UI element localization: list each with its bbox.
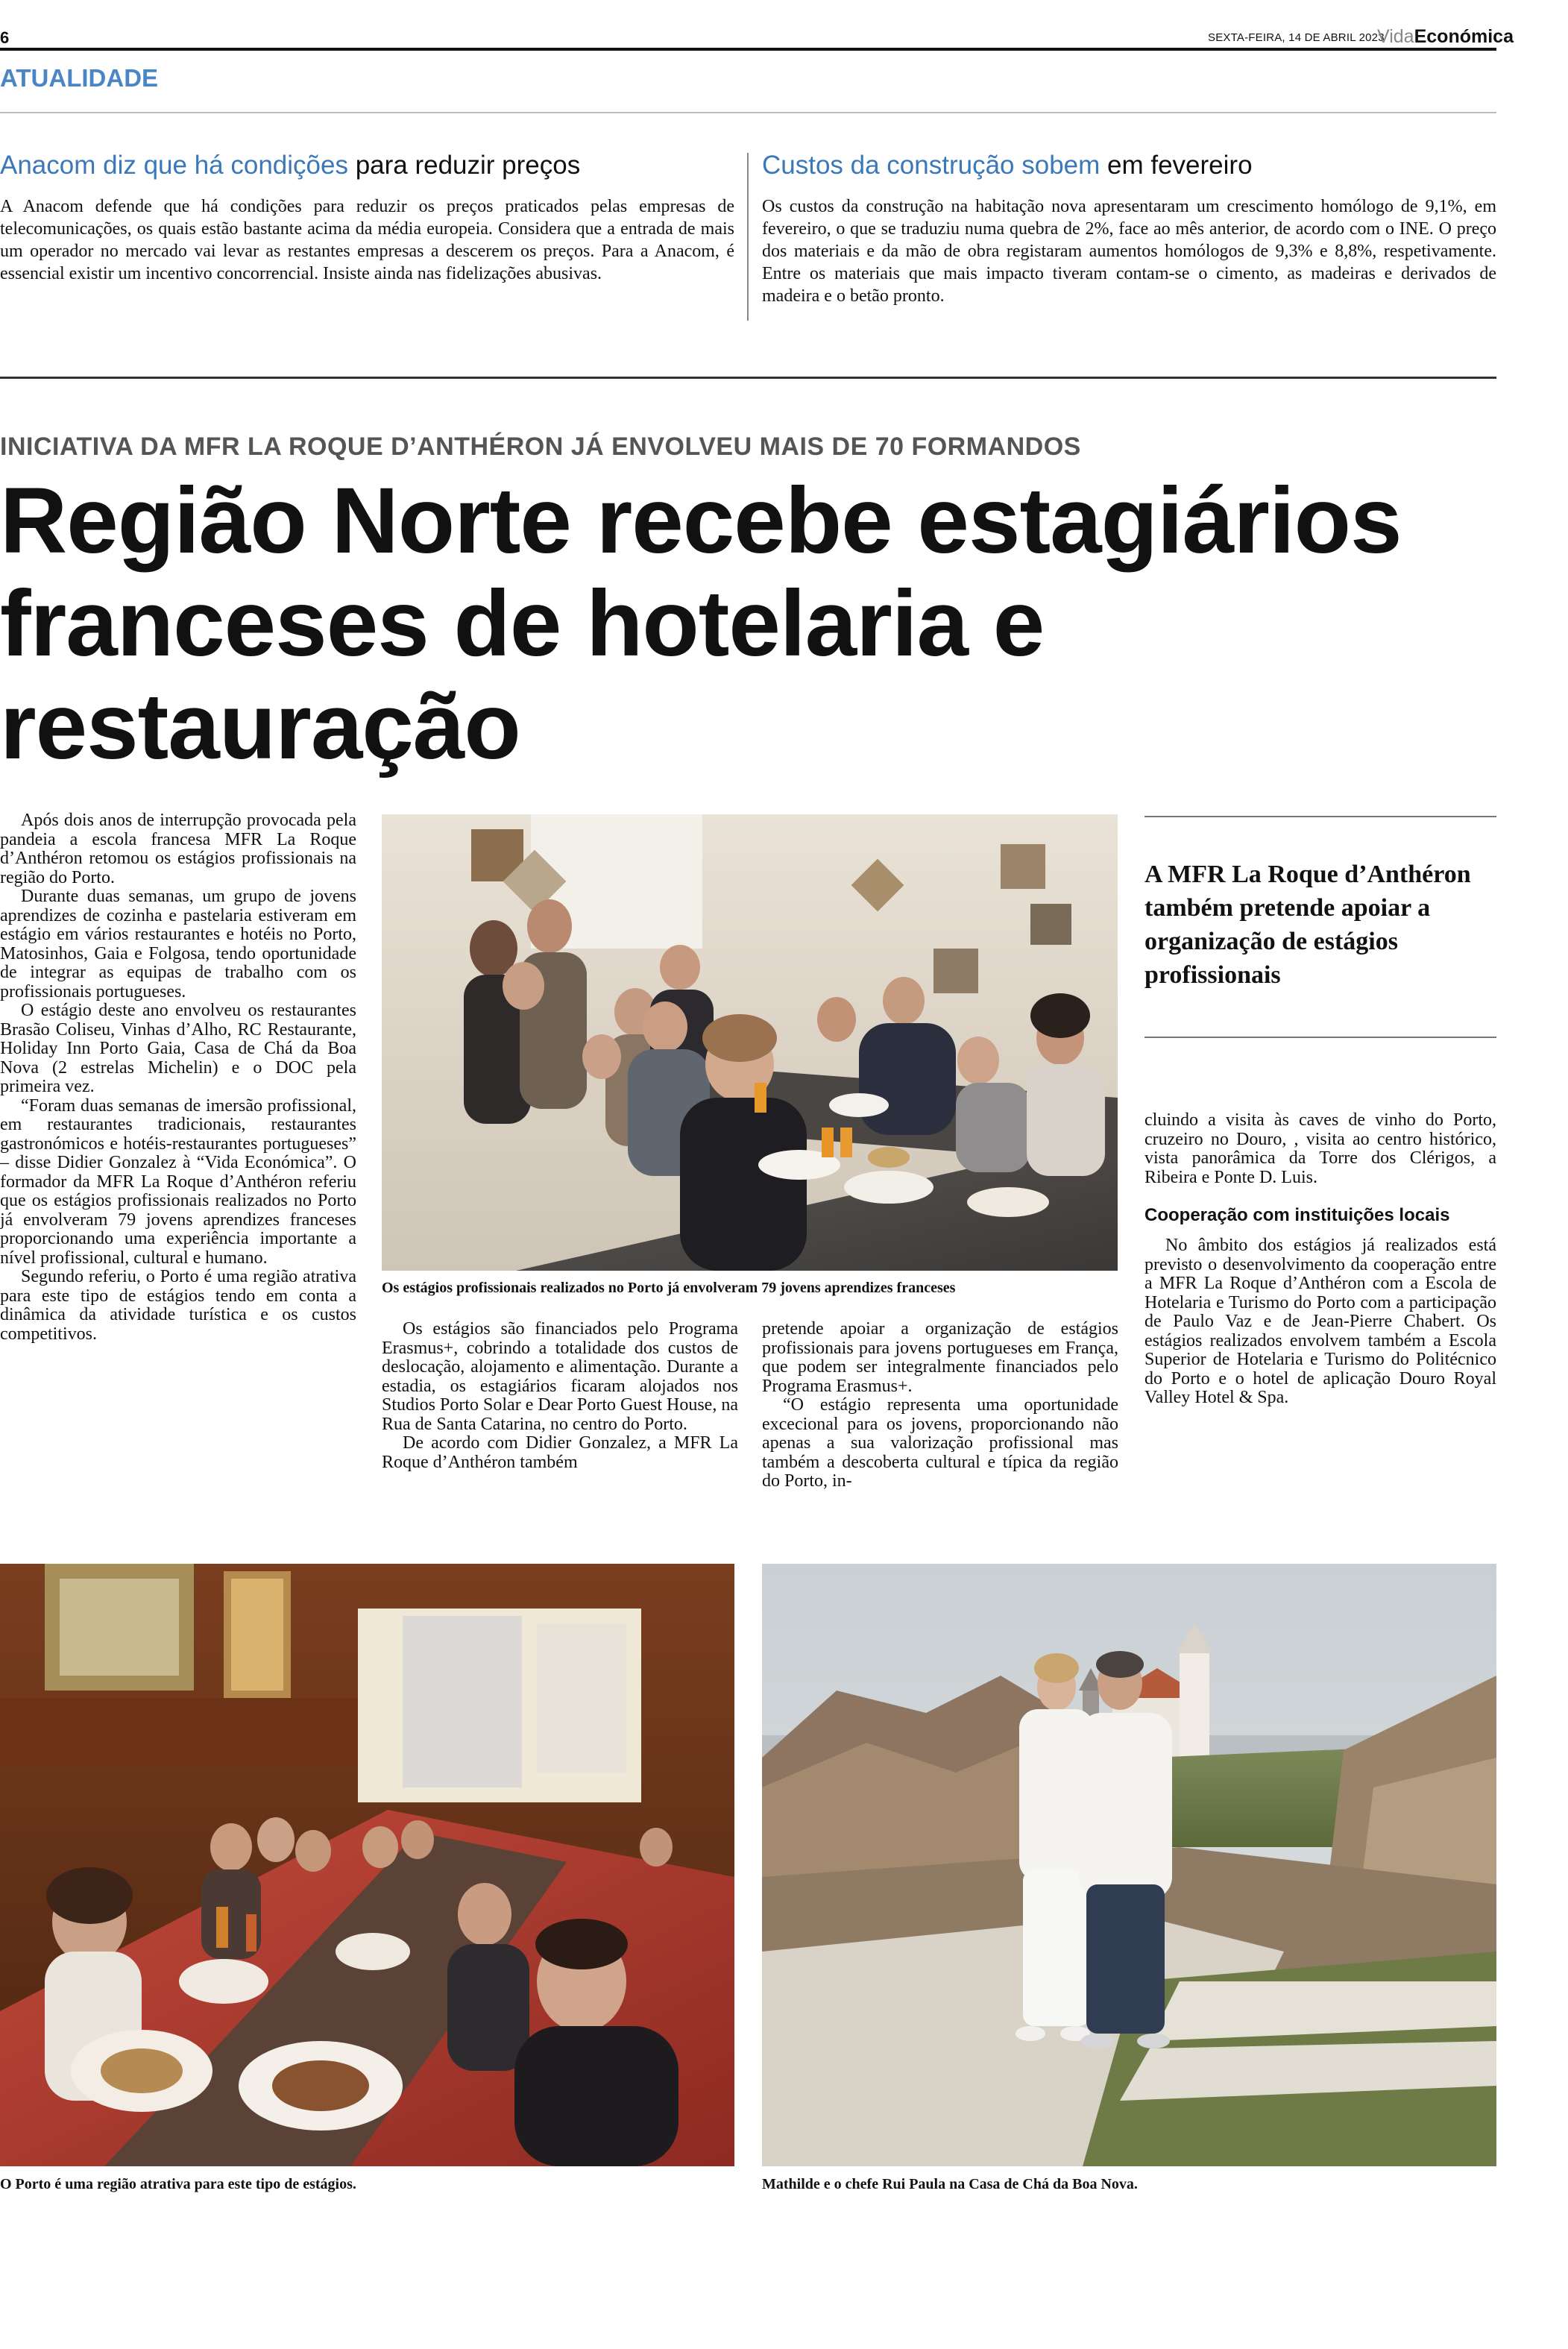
photo-breakfast-image [382, 814, 1118, 1271]
article-column-1 [0, 811, 356, 1344]
article-separator [0, 377, 1496, 379]
header-rule [0, 48, 1496, 51]
pullquote-rule-bottom [1144, 1037, 1496, 1038]
photo-caption-restaurant: O Porto é uma região atrativa para este tipo de estágios. [0, 2176, 356, 2192]
photo-restaurant-group [0, 1564, 734, 2166]
paragraph: O estágio deste ano envolveu os restaurantes Brasão Coliseu, Vinhas d’Alho, RC Restaurante, Holiday Inn Porto Gaia, Casa de Chá da Boa Nova (2 estrelas Michelin) e o DOC pela primeira vez. [0, 1001, 356, 1096]
paragraph: cluindo a visita às caves de vinho do Porto, cruzeiro no Douro, , visita ao centro histórico, vista panorâmica da Torre dos Clérigos, a Ribeira e Ponte D. Luis. [1144, 1110, 1496, 1187]
section-title: ATUALIDADE [0, 64, 159, 92]
paragraph: “Foram duas semanas de imersão profissional, em restaurantes tradicionais, restaurantes gastronómicos e hotéis-restaurantes portugueses” – disse Didier Gonzalez à “Vida Económica”. O formador da MFR La Roque d’Anthéron referiu que os estágios profissionais realizados no Porto já envolveram 79 jovens aprendizes franceses proporcionando uma experiência importante a nível profissional, cultural e humano. [0, 1095, 356, 1268]
column-divider [747, 153, 749, 321]
brief-title-highlight: Anacom diz que há condições [0, 151, 348, 180]
article-headline: Região Norte recebe estagiários franceses de hotelaria e restauração [0, 469, 1402, 779]
article-kicker: INICIATIVA DA MFR LA ROQUE D’ANTHÉRON JÁ ENVOLVEU MAIS DE 70 FORMANDOS [0, 433, 1081, 461]
paragraph: Segundo referiu, o Porto é uma região atrativa para este tipo de estágios tendo em conta a dinâmica da atividade turística e os custos competitivos. [0, 1267, 356, 1344]
page-number: 6 [0, 28, 10, 47]
logo-economica: Económica [1414, 26, 1514, 47]
brief-title-rest: em fevereiro [1100, 151, 1253, 180]
photo-restaurant-image [0, 1564, 734, 2166]
article-column-3 [762, 1320, 1118, 1491]
paragraph: Após dois anos de interrupção provocada pela pandeia a escola francesa MFR La Roque d’Anthéron retomou os estágios profissionais na região do Porto. [0, 811, 356, 887]
brief-title-construcao [762, 151, 1253, 180]
pull-quote: A MFR La Roque d’Anthéron também pretende apoiar a organização de estágios profissionais [1144, 861, 1471, 989]
brief-title-anacom [0, 151, 580, 180]
photo-mathilde-image [762, 1564, 1496, 2166]
photo-mathilde-chef [762, 1564, 1496, 2166]
photo-breakfast-group [382, 814, 1118, 1271]
article-column-2 [382, 1320, 738, 1472]
newspaper-logo [1377, 26, 1514, 48]
paragraph: “O estágio representa uma oportunidade excecional para os jovens, proporcionando não apenas a sua valorização profissional mas também a descoberta cultural e típica da região do Porto, in- [762, 1395, 1118, 1491]
photo-caption-mathilde: Mathilde e o chefe Rui Paula na Casa de Chá da Boa Nova. [762, 2176, 1138, 2192]
brief-title-rest: para reduzir preços [347, 151, 581, 180]
pullquote-rule-top [1144, 816, 1496, 817]
paragraph: pretende apoiar a organização de estágios profissionais para jovens portugueses em França, que podem ser integralmente financiados pelo Programa Erasmus+. [762, 1319, 1118, 1396]
issue-date: SEXTA-FEIRA, 14 DE ABRIL 2023 [1208, 31, 1385, 44]
subheading: Cooperação com instituições locais [1144, 1205, 1450, 1225]
paragraph: No âmbito dos estágios já realizados está previsto o desenvolvimento da cooperação entre a MFR La Roque d’Anthéron com a Escola de Hotelaria e Turismo do Porto com a participação de Paulo Vaz e de Jean-Pierre Chabert. Os estágios realizados envolvem também a Escola Superior de Hotelaria e Turismo do Politécnico do Porto e o hotel de aplicação Douro Royal Valley Hotel & Spa. [1144, 1236, 1496, 1407]
section-rule [0, 112, 1496, 113]
paragraph: Durante duas semanas, um grupo de jovens aprendizes de cozinha e pastelaria estiveram em estágio em vários restaurantes e hotéis no Porto, Matosinhos, Gaia e Folgosa, tendo oportunidade de integrar as equipas de trabalho com os profissionais portugueses. [0, 887, 356, 1001]
brief-body-construcao: Os custos da construção na habitação nova apresentaram um crescimento homólogo de 9,1%, em fevereiro, o que se traduziu numa quebra de 2%, face ao mês anterior, de acordo com o INE. O preço dos materiais e da mão de obra registaram aumentos homólogos de 9,3% e 8,8%, respetivamente. Entre os materiais que mais impacto tiveram contam-se o cimento, as madeiras e derivados de madeira e o betão pronto. [762, 197, 1496, 306]
article-column-4 [1144, 1111, 1496, 1408]
brief-body-anacom: A Anacom defende que há condições para reduzir os preços praticados pelas empresas de telecomunicações, os quais estão bastante acima da média europeia. Considera que a entrada de mais um operador no mercado vai levar as restantes empresas a descerem os preços. Para a Anacom, é essencial existir um incentivo concorrencial. Insiste ainda nas fidelizações abusivas. [0, 197, 734, 283]
paragraph: Os estágios são financiados pelo Programa Erasmus+, cobrindo a totalidade dos custos de deslocação, alojamento e alimentação. Durante a estadia, os estagiários ficaram alojados nos Studios Porto Solar e Dear Porto Guest House, na Rua de Santa Catarina, no centro do Porto. [382, 1319, 738, 1434]
logo-vida: Vida [1377, 26, 1414, 47]
photo-caption-breakfast: Os estágios profissionais realizados no Porto já envolveram 79 jovens aprendizes franceses [382, 1280, 956, 1296]
paragraph: De acordo com Didier Gonzalez, a MFR La Roque d’Anthéron também [382, 1433, 738, 1472]
brief-title-highlight: Custos da construção sobem [762, 151, 1101, 180]
